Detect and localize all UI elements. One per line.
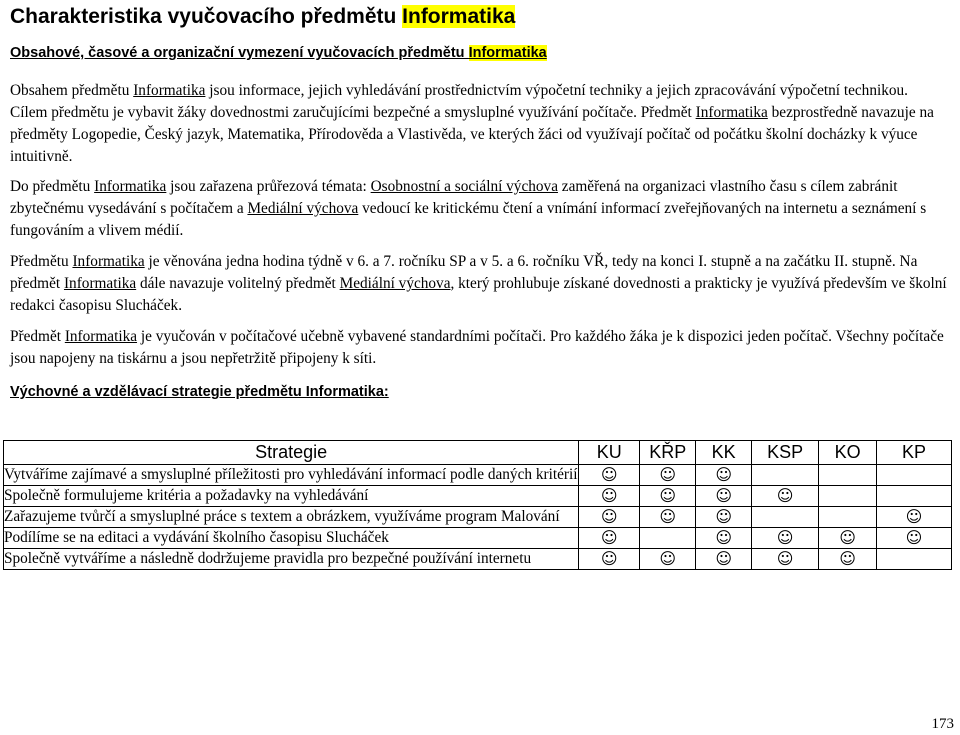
title-text: Charakteristika vyučovacího předmětu	[10, 5, 403, 28]
text-run: , který prohlubuje získané dovednosti a prakticky je využívá především ve školní redakci časopisu Slucháček.	[10, 275, 947, 314]
text-run: Obsahem předmětu	[10, 82, 134, 99]
smiley-icon: ☺	[819, 528, 877, 549]
text-run: dále navazuje volitelný předmět	[136, 275, 340, 292]
header-ko: KO	[819, 441, 877, 465]
smiley-icon	[877, 486, 952, 507]
text-run: vedoucí ke kritickému čtení a vnímání informací zveřejňovaných na internetu a seznámení s fungováním a vlivem médií.	[10, 200, 927, 239]
table-row	[4, 549, 952, 570]
table-row	[4, 465, 952, 486]
hyperlink-osobnostni-vychova[interactable]: Osobnostní a sociální výchova	[370, 178, 558, 195]
hyperlink-medialni-vychova[interactable]: Mediální výchova	[247, 200, 359, 217]
header-krp: KŘP	[640, 441, 696, 465]
header-ksp: KSP	[752, 441, 819, 465]
header-ku: KU	[579, 441, 640, 465]
smiley-icon: ☺	[579, 465, 640, 486]
header-kp: KP	[877, 441, 952, 465]
smiley-icon: ☺	[696, 465, 752, 486]
hyperlink-informatika[interactable]: Informatika	[695, 104, 768, 121]
strategy-text: Zařazujeme tvůrčí a smysluplné práce s textem a obrázkem, využíváme program Malování	[4, 507, 579, 528]
hyperlink-informatika[interactable]: Informatika	[94, 178, 167, 195]
hyperlink-informatika[interactable]: Informatika	[63, 275, 137, 292]
table-row	[4, 528, 952, 549]
smiley-icon	[752, 465, 819, 486]
strategy-text: Podílíme se na editaci a vydávání školního časopisu Slucháček	[4, 528, 579, 549]
header-strategie: Strategie	[4, 441, 579, 465]
strategy-text: Společně vytváříme a následně dodržujeme pravidla pro bezpečné používání internetu	[4, 549, 579, 570]
strategy-text: Společně formulujeme kritéria a požadavky na vyhledávání	[4, 486, 579, 507]
paragraph-organization	[10, 326, 948, 370]
hyperlink-informatika[interactable]: Informatika	[133, 82, 206, 99]
smiley-icon: ☺	[579, 549, 640, 570]
smiley-icon: ☺	[640, 549, 696, 570]
text-run: jsou informace, jejich vyhledávání prostřednictvím výpočetní techniky a jejich zpracovávání výpočetní technikou. Cílem předmětu je vybavit žáky dovednostmi zaručujícími bezpečné a smysluplné využívání počítače. Předmět	[10, 82, 908, 121]
smiley-icon: ☺	[877, 507, 952, 528]
section-heading-content	[10, 45, 547, 61]
smiley-icon: ☺	[752, 528, 819, 549]
smiley-icon	[819, 486, 877, 507]
text-run: je vyučován v počítačové učebně vybavené standardními počítači. Pro každého žáka je k dispozici jeden počítač. Všechny počítače jsou napojeny na tiskárnu a jsou nepřetržitě připojeny k síti.	[10, 328, 944, 367]
smiley-icon: ☺	[752, 486, 819, 507]
smiley-icon: ☺	[579, 486, 640, 507]
smiley-icon	[819, 507, 877, 528]
strategy-text: Vytváříme zajímavé a smysluplné příležitosti pro vyhledávání informací podle daných kritérií	[4, 465, 579, 486]
header-kk: KK	[696, 441, 752, 465]
hyperlink-informatika[interactable]: Informatika	[72, 253, 145, 270]
smiley-icon: ☺	[819, 549, 877, 570]
smiley-icon: ☺	[579, 507, 640, 528]
smiley-icon: ☺	[579, 528, 640, 549]
page-title	[10, 5, 515, 29]
text-run: zaměřená na organizaci vlastního času s cílem zabránit zbytečnému vysedávání s počítačem a	[10, 178, 898, 217]
table-header-row	[4, 441, 952, 465]
section-heading-text: Obsahové, časové a organizační vymezení vyučovacích předmětu	[10, 45, 469, 61]
title-highlight: Informatika	[402, 5, 516, 28]
text-run: Do předmětu	[10, 178, 95, 195]
smiley-icon: ☺	[752, 549, 819, 570]
paragraph-cross-topics	[10, 176, 948, 242]
smiley-icon: ☺	[696, 549, 752, 570]
hyperlink-informatika[interactable]: Informatika	[64, 328, 138, 345]
smiley-icon	[877, 549, 952, 570]
text-run: je věnována jedna hodina týdně v 6. a 7. ročníku SP a v 5. a 6. ročníku VŘ, tedy na konci I. stupně a na začátku II. stupně. Na předmět	[10, 253, 918, 292]
strategies-table	[3, 440, 952, 570]
smiley-icon	[819, 465, 877, 486]
text-run: bezprostředně navazuje na předměty Logopedie, Český jazyk, Matematika, Přírodověda a Vlastivěda, ve kterých žáci od využívají počítač od počátku školní docházky k výuce intuitivně.	[10, 104, 934, 165]
smiley-icon: ☺	[877, 528, 952, 549]
table-row	[4, 486, 952, 507]
smiley-icon: ☺	[696, 507, 752, 528]
smiley-icon: ☺	[696, 486, 752, 507]
smiley-icon	[752, 507, 819, 528]
smiley-icon: ☺	[640, 465, 696, 486]
smiley-icon: ☺	[696, 528, 752, 549]
paragraph-time-allocation	[10, 251, 948, 317]
section-heading-highlight: Informatika	[468, 45, 547, 61]
smiley-icon	[640, 528, 696, 549]
smiley-icon: ☺	[640, 486, 696, 507]
text-run: Předmět	[10, 328, 65, 345]
section-heading-strategies: Výchovné a vzdělávací strategie předmětu Informatika:	[10, 384, 389, 400]
text-run: jsou zařazena průřezová témata:	[166, 178, 371, 195]
table-row	[4, 507, 952, 528]
smiley-icon: ☺	[640, 507, 696, 528]
text-run: Předmětu	[10, 253, 73, 270]
smiley-icon	[877, 465, 952, 486]
paragraph-content	[10, 80, 948, 168]
page-number: 173	[931, 716, 954, 732]
hyperlink-medialni-vychova[interactable]: Mediální výchova	[339, 275, 451, 292]
